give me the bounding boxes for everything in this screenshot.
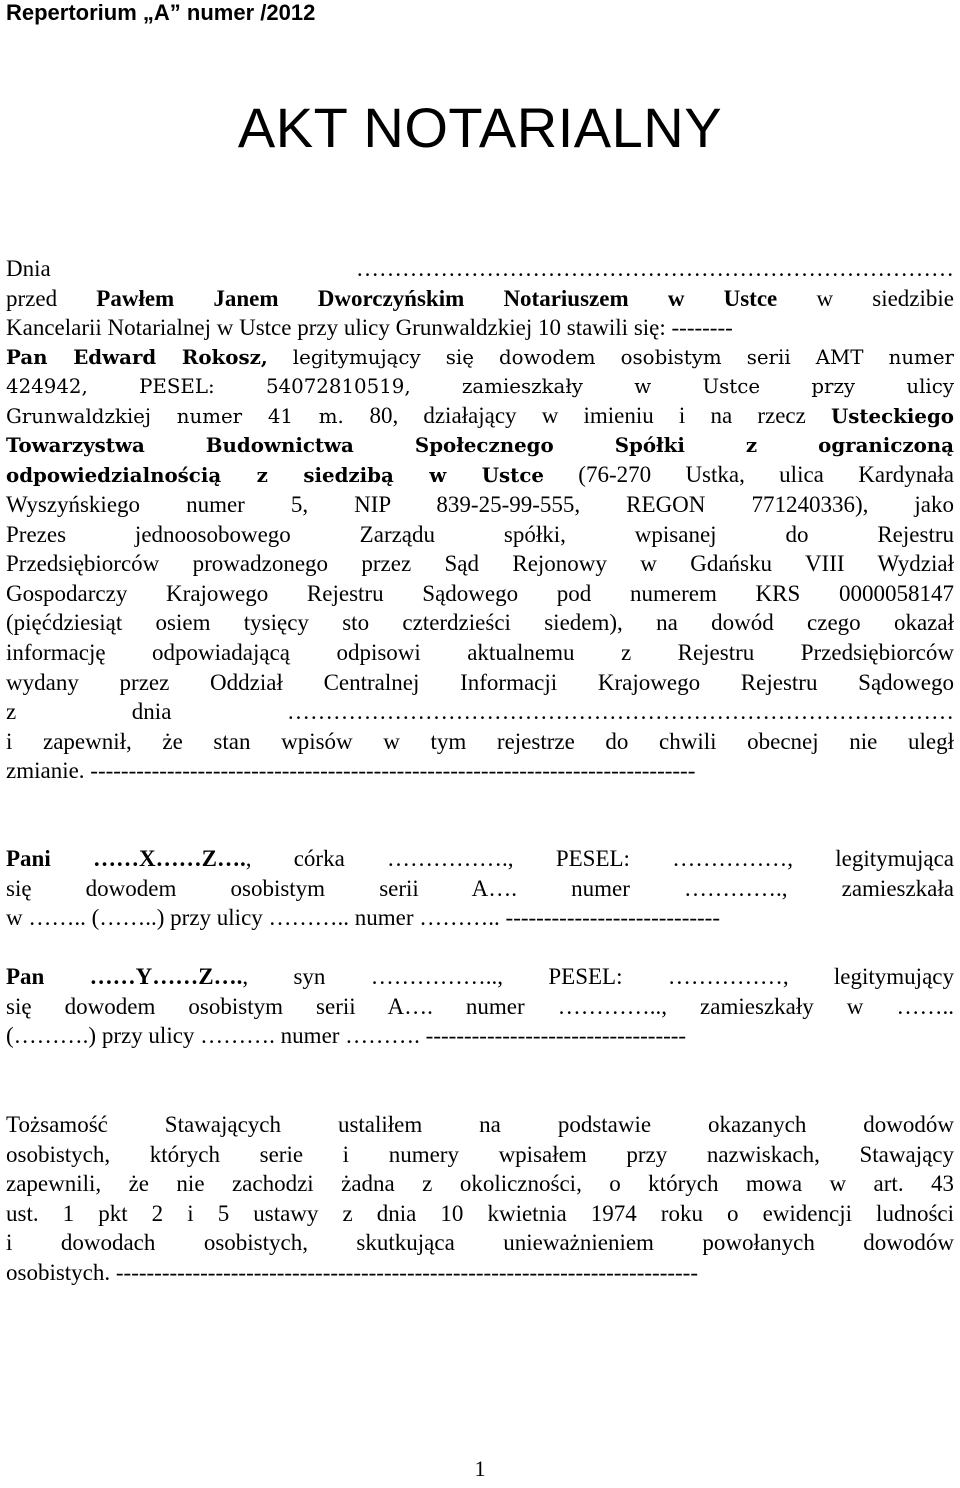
party-3-name: Pan ……Y……Z…. xyxy=(6,964,243,989)
repertorium-header: Repertorium „A” numer /2012 xyxy=(6,0,316,25)
paragraph-party-2: Pani ……X……Z…., córka ……………., PESEL: ……………, legitymująca się dowodem osobistym serii A…. numer …………., zamieszkała w …….. (……..) przy ulicy ……….. numer ……….. ---------------------------- xyxy=(6,846,954,931)
paragraph-party-3: Pan ……Y……Z…., syn …………….., PESEL: ……………, legitymujący się dowodem osobistym serii A…. numer ………….., zamieszkały w …….. (……….) przy ulicy ………. numer ………. ---------------------------------- xyxy=(6,964,954,1049)
document-title: AKT NOTARIALNY xyxy=(237,96,723,159)
page-number: 1 xyxy=(474,1456,486,1481)
paragraph-identity: Tożsamość Stawających ustaliłem na podstawie okazanych dowodów osobistych, których serie i numery wpisałem przy nazwiskach, Stawający zapewnili, że nie zachodzi żadna z okoliczności, o których mowa w art. 43 ust. 1 pkt 2 i 5 ustawy z dnia 10 kwietnia 1974 roku o ewidencji ludności i dowodach osobistych, skutkująca unieważnieniem powołanych dowodów osobistych. ---------------------------------------------------------------------------- xyxy=(6,1112,954,1285)
party-1-name: Pan Edward Rokosz, xyxy=(6,345,268,369)
paragraph-party-1: Pan Edward Rokosz, legitymujący się dowodem osobistym serii AMT numer 424942, PESEL: 54072810519, zamieszkały w Ustce przy ulicy Grunwaldzkiej numer 41 m. 80, działający w imieniu i na rzecz Usteckiego Towarzystwa Budownictwa Społecznego Spółki z ograniczoną odpowiedzialnością z siedzibą w Ustce (76-270 Ustka, ulica Kardynała Wyszyńskiego numer 5, NIP 839-25-99-555, REGON 771240336), jako Prezes jednoosobowego Zarządu spółki, wpisanej do Rejestru Przedsiębiorców prowadzonego przez Sąd Rejonowy w Gdańsku VIII Wydział Gospodarczy Krajowego Rejestru Sądowego pod numerem KRS 0000058147 (pięćdziesiąt osiem tysięcy sto czterdzieści siedem), na dowód czego okazał informację odpowiadającą odpisowi aktualnemu z Rejestru Przedsiębiorców wydany przez Oddział Centralnej Informacji Krajowego Rejestru Sądowego z dnia …………………………………………………………………………… i zapewnił, że stan wpisów w tym rejestrze do chwili obecnej nie uległ zmianie. ------------------------------------------------------------------------------- xyxy=(6,345,954,784)
office-line: Kancelarii Notarialnej w Ustce przy ulicy Grunwaldzkiej 10 stawili się: -------- xyxy=(6,315,733,341)
notary-line: przed Pawłem Janem Dworczyńskim Notariuszem w Ustce w siedzibie xyxy=(6,285,954,311)
date-line: Dnia …………………………………………………………………… xyxy=(6,256,954,281)
paragraph-date-notary xyxy=(6,254,954,343)
notary-name: Pawłem Janem Dworczyńskim Notariuszem w Ustce xyxy=(96,285,778,311)
company-name-line: Towarzystwa Budownictwa Społecznego Spółki z ograniczoną xyxy=(6,432,954,457)
party-2-name: Pani ……X……Z…. xyxy=(6,846,246,871)
